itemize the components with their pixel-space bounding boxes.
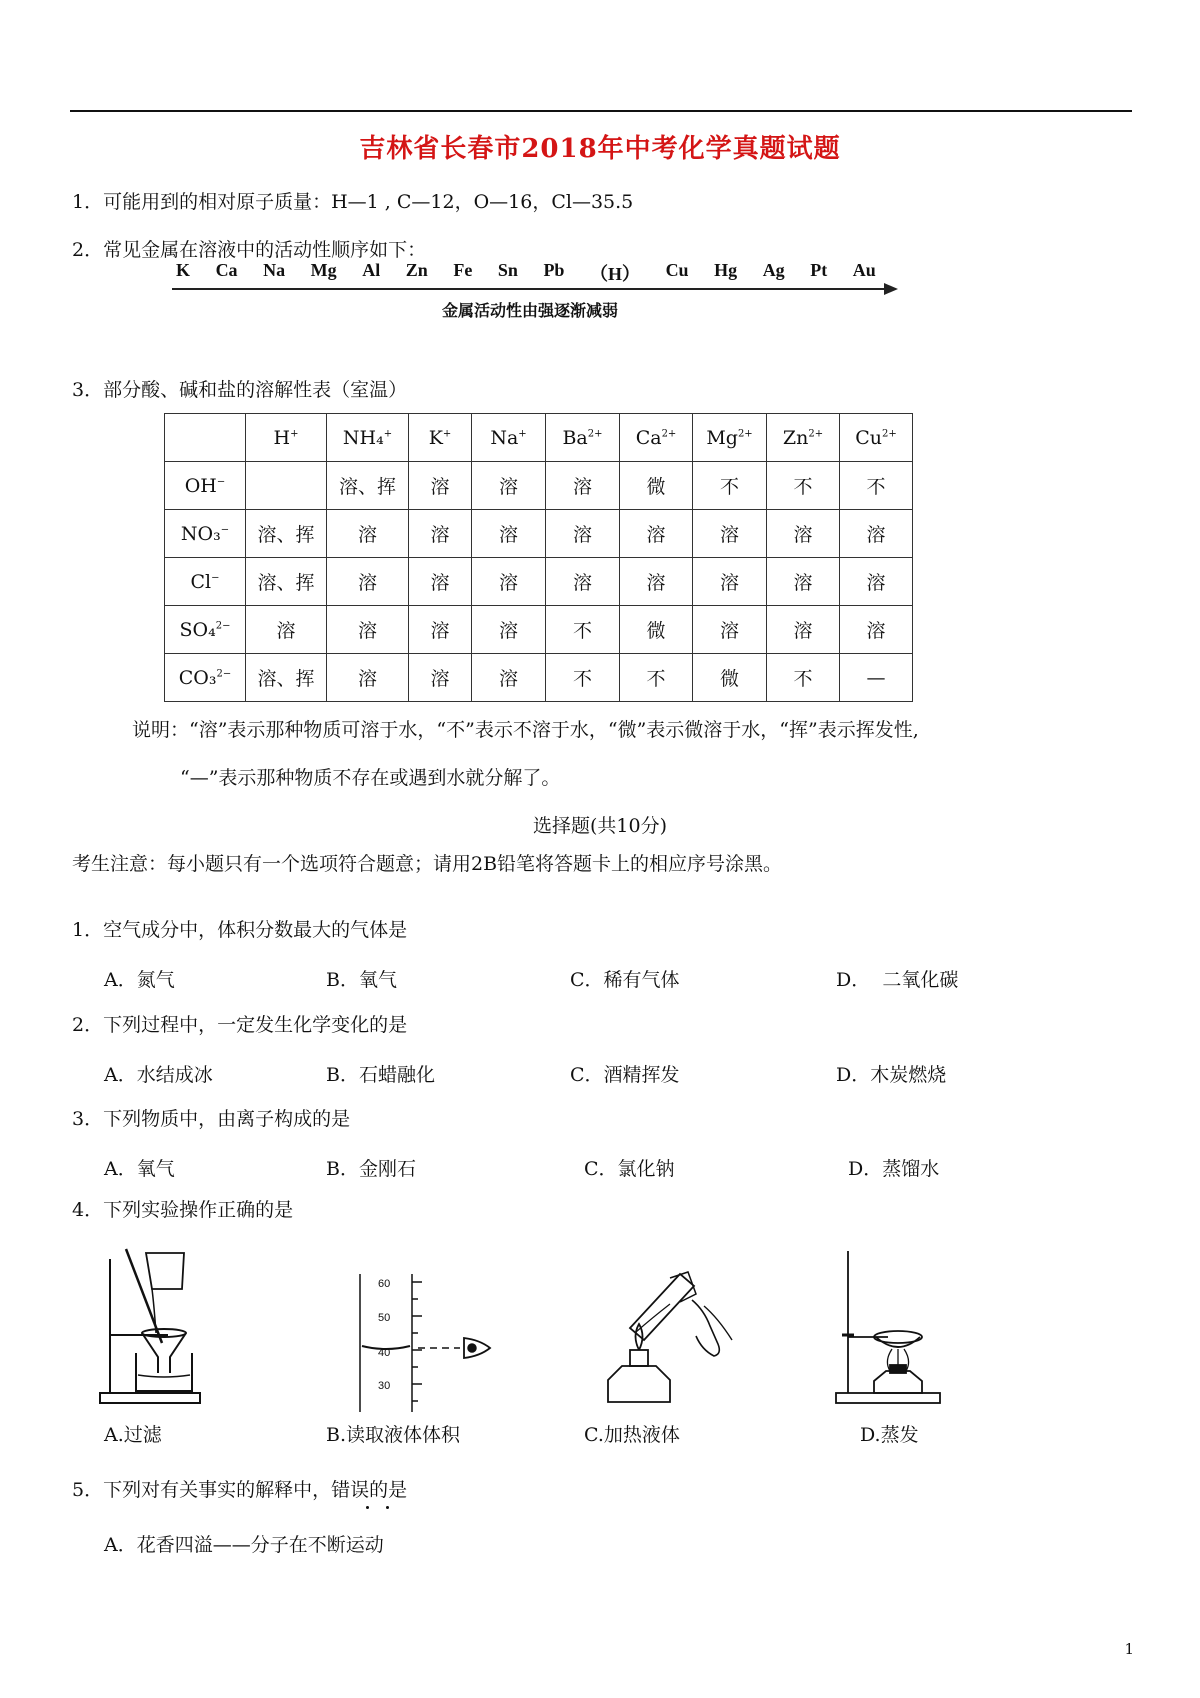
header-rule xyxy=(70,110,1132,112)
table-cell: 不 xyxy=(620,654,693,702)
table-cell: 溶 xyxy=(767,510,840,558)
anion-header: Cl− xyxy=(165,558,246,606)
table-cell: 微 xyxy=(693,654,767,702)
q2-option-c[interactable]: C．酒精挥发 xyxy=(570,1064,680,1086)
table-cell: 溶 xyxy=(472,510,546,558)
table-cell: 不 xyxy=(546,606,620,654)
q3-option-d[interactable]: D．蒸馏水 xyxy=(848,1158,940,1180)
heating-liquid-figure xyxy=(592,1270,742,1410)
table-cell: 溶 xyxy=(327,510,409,558)
table-cell: 溶 xyxy=(546,510,620,558)
note-atomic-mass: 1．可能用到的相对原子质量：H—1 , C—12，O—16，Cl—35.5 xyxy=(72,191,634,213)
anion-header: NO₃− xyxy=(165,510,246,558)
anion-header: CO₃$^{2-}$ xyxy=(165,654,246,702)
cation-header: NH₄+ xyxy=(327,414,409,462)
activity-arrow-line xyxy=(172,288,886,290)
table-cell: 不 xyxy=(546,654,620,702)
metal-activity-series xyxy=(176,260,876,286)
table-explanation-1: 说明：“溶”表示那种物质可溶于水，“不”表示不溶于水，“微”表示微溶于水，“挥”表示挥发性, xyxy=(132,719,919,741)
table-cell: 溶 xyxy=(409,558,472,606)
metal-symbol: Fe xyxy=(453,260,473,280)
table-cell: 溶、挥 xyxy=(246,654,327,702)
cylinder-tick-label: 60 xyxy=(378,1278,391,1290)
table-cell: 溶 xyxy=(246,606,327,654)
table-cell: 不 xyxy=(693,462,767,510)
section-notice: 考生注意：每小题只有一个选项符合题意；请用2B铅笔将答题卡上的相应序号涂黑。 xyxy=(72,853,783,875)
table-cell: 溶 xyxy=(693,510,767,558)
cation-header: H+ xyxy=(246,414,327,462)
table-cell: 溶 xyxy=(840,606,913,654)
q2-option-a[interactable]: A．水结成冰 xyxy=(104,1064,213,1086)
anion-header: OH− xyxy=(165,462,246,510)
table-cell: 溶 xyxy=(409,654,472,702)
cation-header: $Zn^{2+}$ xyxy=(767,414,840,462)
table-header-row xyxy=(165,414,913,462)
q4-option-b[interactable]: B.读取液体体积 xyxy=(326,1424,461,1446)
table-cell: 不 xyxy=(767,654,840,702)
cylinder-tick-label: 50 xyxy=(378,1312,391,1324)
q4-option-d[interactable]: D.蒸发 xyxy=(860,1424,919,1446)
table-cell: — xyxy=(840,654,913,702)
table-cell: 溶 xyxy=(693,558,767,606)
metal-symbol: Hg xyxy=(714,260,738,280)
q3-option-b[interactable]: B．金刚石 xyxy=(326,1158,416,1180)
question-2-stem: 2．下列过程中，一定发生化学变化的是 xyxy=(72,1014,408,1036)
table-cell: 溶 xyxy=(546,558,620,606)
note-activity-series: 2．常见金属在溶液中的活动性顺序如下： xyxy=(72,239,427,261)
question-1-stem: 1．空气成分中，体积分数最大的气体是 xyxy=(72,919,408,941)
filtration-apparatus-figure xyxy=(96,1245,211,1410)
table-cell xyxy=(246,462,327,510)
solubility-table xyxy=(164,413,913,702)
q1-option-a[interactable]: A．氮气 xyxy=(104,969,175,991)
table-cell: 溶 xyxy=(409,606,472,654)
table-cell: 溶 xyxy=(327,558,409,606)
cation-header: K+ xyxy=(409,414,472,462)
cation-header: $Cu^{2+}$ xyxy=(840,414,913,462)
page-number: 1 xyxy=(1124,1640,1134,1658)
table-cell: 溶 xyxy=(620,558,693,606)
table-row xyxy=(165,606,913,654)
table-cell: 溶 xyxy=(409,510,472,558)
cation-header: Na+ xyxy=(472,414,546,462)
table-cell: 溶 xyxy=(693,606,767,654)
table-cell: 溶 xyxy=(840,510,913,558)
emphasis-dot xyxy=(366,1506,369,1509)
graduated-cylinder-figure xyxy=(350,1268,500,1418)
metal-symbol: Sn xyxy=(497,260,518,280)
q4-option-a[interactable]: A.过滤 xyxy=(104,1424,162,1446)
table-cell: 微 xyxy=(620,462,693,510)
table-row xyxy=(165,462,913,510)
table-cell: 溶 xyxy=(620,510,693,558)
table-cell: 微 xyxy=(620,606,693,654)
metal-symbol: Mg xyxy=(310,260,337,280)
q2-option-d[interactable]: D．木炭燃烧 xyxy=(836,1064,947,1086)
metal-symbol: K xyxy=(176,260,191,280)
table-cell: 溶 xyxy=(840,558,913,606)
metal-symbol: Pb xyxy=(543,260,565,280)
question-5-stem: 5．下列对有关事实的解释中，错误的是 xyxy=(72,1479,408,1501)
arrow-right-icon xyxy=(884,283,898,295)
table-cell: 溶 xyxy=(767,558,840,606)
table-cell: 溶 xyxy=(546,462,620,510)
table-cell: 溶 xyxy=(327,654,409,702)
table-row xyxy=(165,654,913,702)
question-4-stem: 4．下列实验操作正确的是 xyxy=(72,1199,294,1221)
cylinder-tick-label: 30 xyxy=(378,1380,391,1392)
section-heading: 选择题(共10分) xyxy=(532,815,667,837)
table-cell: 溶 xyxy=(767,606,840,654)
q1-option-b[interactable]: B．氧气 xyxy=(326,969,397,991)
page-title: 吉林省长春市2018年中考化学真题试题 xyxy=(359,134,841,164)
metal-symbol: Cu xyxy=(665,260,689,280)
metal-symbol: Na xyxy=(263,260,286,280)
q5-option-a[interactable]: A．花香四溢——分子在不断运动 xyxy=(104,1534,384,1556)
table-explanation-2: “—”表示那种物质不存在或遇到水就分解了。 xyxy=(180,767,561,789)
activity-caption: 金属活动性由强逐渐减弱 xyxy=(441,301,618,320)
metal-symbol: （H） xyxy=(590,264,641,284)
q1-option-c[interactable]: C．稀有气体 xyxy=(570,969,680,991)
table-cell: 溶 xyxy=(472,606,546,654)
q1-option-d[interactable]: D． 二氧化碳 xyxy=(836,969,959,991)
table-cell: 溶 xyxy=(472,462,546,510)
cation-header: $Mg^{2+}$ xyxy=(693,414,767,462)
metal-symbol: Pt xyxy=(810,260,828,280)
table-cell: 溶、挥 xyxy=(246,510,327,558)
emphasis-dot xyxy=(386,1506,389,1509)
anion-header: SO₄$^{2-}$ xyxy=(165,606,246,654)
table-cell: 溶、挥 xyxy=(246,558,327,606)
table-row xyxy=(165,558,913,606)
table-cell: 溶 xyxy=(409,462,472,510)
evaporation-apparatus-figure xyxy=(832,1245,957,1410)
metal-symbol: Ag xyxy=(762,260,785,280)
metal-symbol: Au xyxy=(852,260,876,280)
table-cell: 溶 xyxy=(472,558,546,606)
metal-symbol: Al xyxy=(362,260,381,280)
cation-header: $Ba^{2+}$ xyxy=(546,414,620,462)
table-cell: 不 xyxy=(767,462,840,510)
table-cell: 溶 xyxy=(472,654,546,702)
question-3-stem: 3．下列物质中，由离子构成的是 xyxy=(72,1108,351,1130)
table-corner-cell xyxy=(165,414,246,462)
metal-symbol: Ca xyxy=(215,260,238,280)
q4-option-c[interactable]: C.加热液体 xyxy=(584,1424,680,1446)
metal-symbol: Zn xyxy=(405,260,428,280)
cylinder-tick-label: 40 xyxy=(378,1347,391,1359)
cation-header: $Ca^{2+}$ xyxy=(620,414,693,462)
table-row xyxy=(165,510,913,558)
q2-option-b[interactable]: B．石蜡融化 xyxy=(326,1064,435,1086)
q3-option-c[interactable]: C．氯化钠 xyxy=(584,1158,675,1180)
note-solubility: 3．部分酸、碱和盐的溶解性表（室温） xyxy=(72,379,408,401)
table-cell: 溶、挥 xyxy=(327,462,409,510)
q3-option-a[interactable]: A．氧气 xyxy=(104,1158,175,1180)
table-cell: 不 xyxy=(840,462,913,510)
table-cell: 溶 xyxy=(327,606,409,654)
